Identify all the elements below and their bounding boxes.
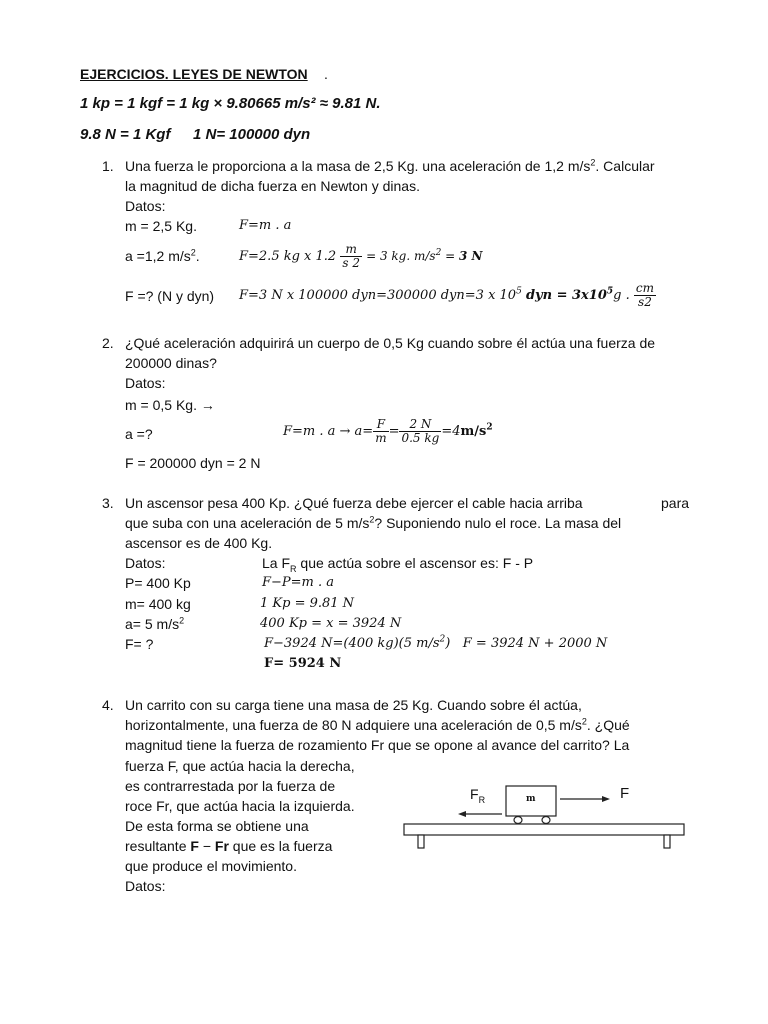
datos-label: Datos: [125, 198, 166, 214]
exercise-statement: magnitud tiene la fuerza de rozamiento Fr que se opone al avance del carrito? La [125, 737, 630, 753]
exercise-statement: Un ascensor pesa 400 Kp. ¿Qué fuerza debe ejercer el cable hacia arriba [125, 495, 583, 511]
page-title: EJERCICIOS. LEYES DE NEWTON [80, 66, 308, 82]
datos-label: Datos: [125, 555, 166, 571]
given-acceleration: a =? [125, 426, 153, 442]
formula: F=m . a → a= $\frac{F}{m}$ = $\frac{2 N}{0.5 kg}$ $=4m/s^2$ [283, 417, 493, 445]
result: F= 5924 N [264, 656, 342, 671]
exercise-number: 2. [102, 335, 114, 351]
formula: F−3924 N=(400 kg)(5 $m/s^2$) F = 3924 N + 2000 N [264, 634, 608, 651]
exercise-statement: es contrarrestada por la fuerza de [125, 778, 336, 794]
friction-label: $F_R$ [470, 786, 486, 805]
exercise-statement: Un carrito con su carga tiene una masa de 25 Kg. Cuando sobre él actúa, [125, 697, 582, 713]
given-force: F= ? [125, 636, 154, 652]
formula: 400 Kp = x = 3924 N [260, 616, 402, 631]
datos-label: Datos: [125, 878, 166, 894]
table-leg-left [418, 835, 424, 848]
given-acceleration: a =1,2 $m/s^2$. [125, 247, 200, 264]
given-force: F = 200000 dyn = 2 N [125, 455, 261, 471]
given-mass: m= 400 kg [125, 596, 191, 612]
conversion-line-2b: 1 N= 100000 dyn [193, 126, 311, 143]
exercise-statement: que suba con una aceleración de 5 $m/s^2$? Suponiendo nulo el roce. La masa del [125, 514, 622, 531]
exercise-statement: resultante F − Fr que es la fuerza [125, 838, 333, 854]
table-leg-right [664, 835, 670, 848]
exercise-statement: para [661, 495, 690, 511]
formula: F=2.5 kg x 1.2 $\frac{m}{s 2}$ = 3 kg. $m/s^2 = 3$ N [239, 242, 483, 270]
given-force: F =? (N y dyn) [125, 288, 215, 304]
friction-arrowhead [458, 811, 466, 817]
table-surface [404, 824, 684, 835]
exercise-statement: De esta forma se obtiene una [125, 818, 309, 834]
formula: 1 Kp = 9.81 N [260, 596, 355, 611]
mass-label: m [526, 794, 536, 804]
exercise-number: 3. [102, 495, 114, 511]
exercise-statement: ascensor es de 400 Kg. [125, 535, 273, 551]
formula: F=3 N x 100000 dyn=300000 dyn=3 x $10^5$ dyn = $3x10^5g$ . $\frac{cm}{s2}$ [239, 281, 654, 309]
cart-diagram [398, 780, 688, 856]
conversion-line-2a: 9.8 N = 1 Kgf [80, 126, 171, 143]
given-mass: m = 0,5 Kg. → [125, 397, 215, 413]
given-acceleration: a= 5 $m/s^2$ [125, 615, 185, 632]
formula: F=m . a [239, 218, 292, 233]
force-label: F [620, 785, 630, 802]
exercise-number: 4. [102, 697, 114, 713]
force-arrowhead [602, 796, 610, 802]
cart-wheel [542, 817, 550, 824]
note: La $F_R$ que actúa sobre el ascensor es: F - P [262, 555, 534, 574]
datos-label: Datos: [125, 375, 166, 391]
exercise-statement: Una fuerza le proporciona a la masa de 2,5 Kg. una aceleración de 1,2 $m/s^2$. Calcular [125, 157, 655, 174]
exercise-number: 1. [102, 158, 114, 174]
title-period: . [324, 66, 328, 82]
exercise-statement: ¿Qué aceleración adquirirá un cuerpo de 0,5 Kg cuando sobre él actúa una fuerza de [125, 335, 656, 351]
exercise-statement: horizontalmente, una fuerza de 80 N adquiere una aceleración de 0,5 $m/s^2$. ¿Qué [125, 716, 630, 733]
cart-diagram-svg [398, 780, 688, 856]
exercise-statement: roce Fr, que actúa hacia la izquierda. [125, 798, 355, 814]
exercise-statement: la magnitud de dicha fuerza en Newton y dinas. [125, 178, 420, 194]
given-weight: P= 400 Kp [125, 575, 191, 591]
exercise-statement: que produce el movimiento. [125, 858, 297, 874]
exercise-statement: fuerza F, que actúa hacia la derecha, [125, 758, 355, 774]
conversion-line-1: 1 kp = 1 kgf = 1 kg × 9.80665 m/s² ≈ 9.81 N. [80, 95, 381, 112]
given-mass: m = 2,5 Kg. [125, 218, 197, 234]
exercise-statement: 200000 dinas? [125, 355, 217, 371]
cart-wheel [514, 817, 522, 824]
formula: F−P=m . a [262, 575, 335, 590]
